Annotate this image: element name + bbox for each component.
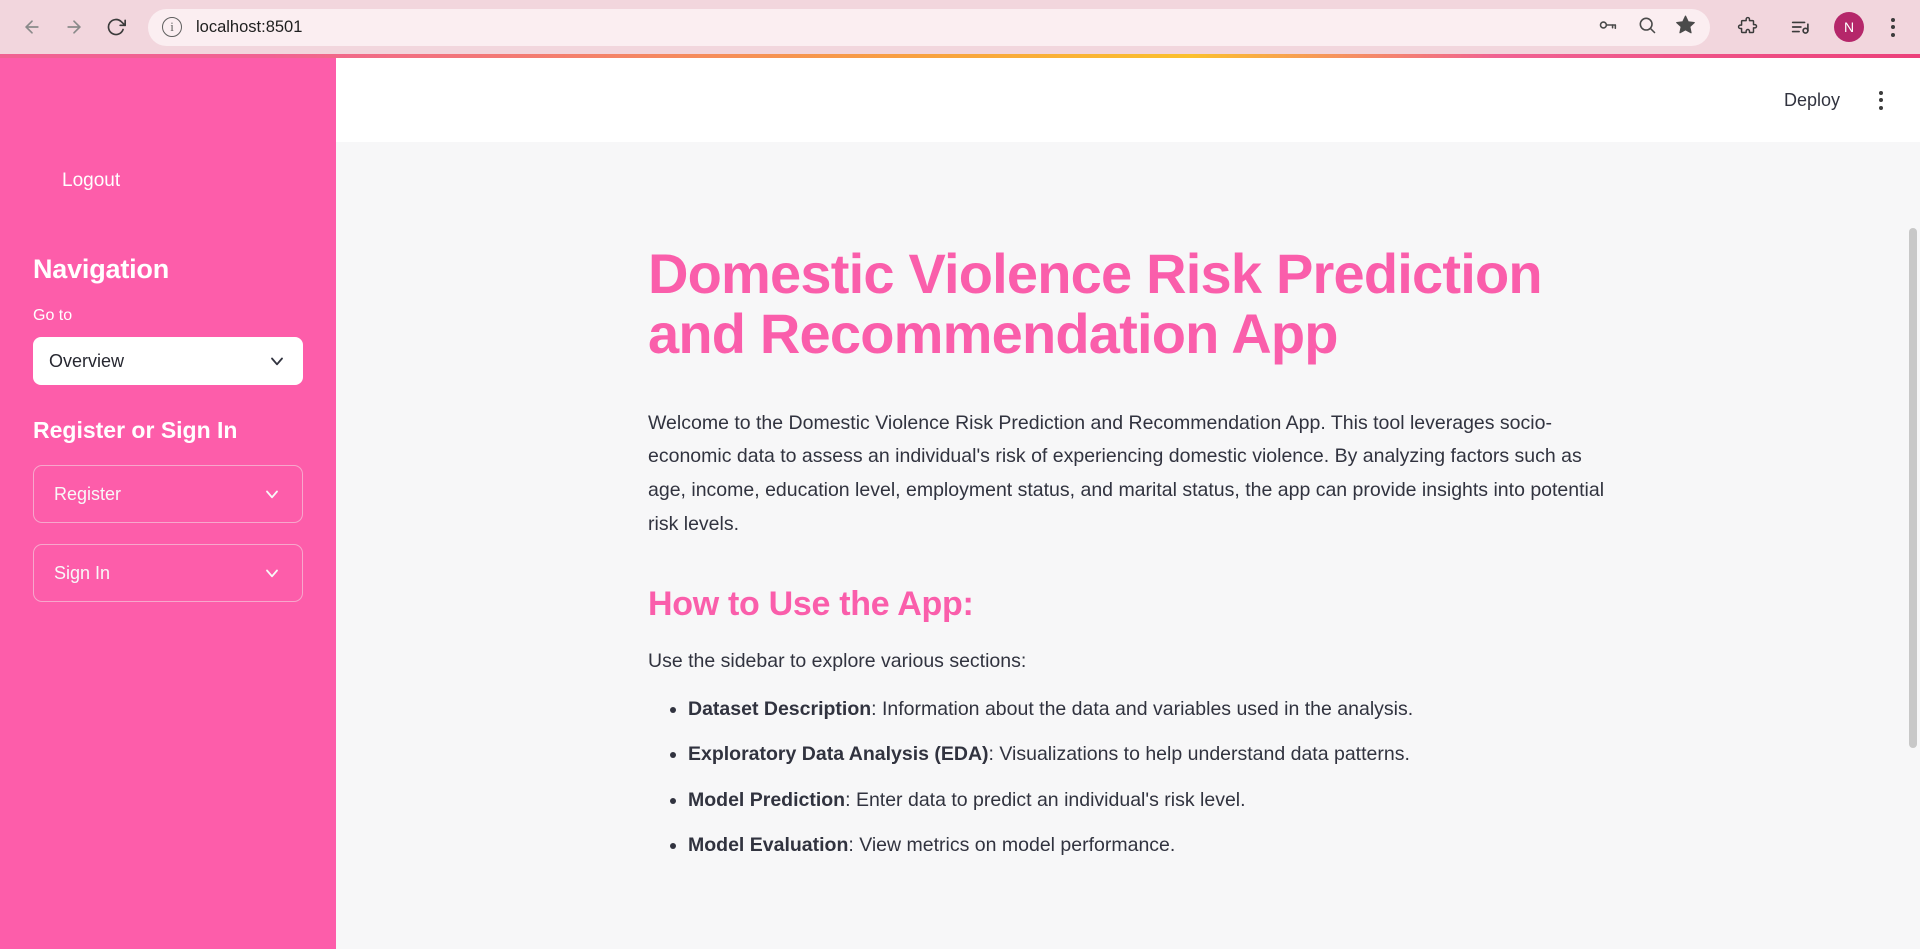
profile-avatar[interactable]: N (1834, 12, 1864, 42)
feature-desc: : Information about the data and variables used in the analysis. (871, 698, 1414, 721)
zoom-magnifier-icon[interactable] (1637, 15, 1657, 40)
intro-paragraph: Welcome to the Domestic Violence Risk Prediction and Recommendation App. This tool leverages socio-economic data to assess an individual's risk of experiencing domestic violence. By analyzing factors such as age, income, education level, employment status, and marital status, the app can provide insights into potential risk levels. (648, 411, 1605, 535)
feature-name: Exploratory Data Analysis (EDA) (688, 743, 989, 766)
vertical-scrollbar[interactable] (1909, 228, 1917, 748)
browser-actions (1726, 9, 1906, 45)
goto-label: Go to (33, 307, 73, 324)
expander-register-label: Register (54, 483, 122, 504)
expander-signin[interactable] (33, 544, 303, 602)
three-dot-menu-icon (1891, 18, 1895, 22)
browser-menu-button[interactable] (1880, 12, 1906, 42)
list-item (688, 786, 1608, 815)
main-content (336, 58, 1920, 949)
expander-signin-label: Sign In (54, 562, 111, 583)
list-item (688, 831, 1608, 860)
how-to-use-heading: How to Use the App: (648, 585, 974, 624)
feature-name: Model Prediction (688, 788, 846, 811)
star-bookmark-icon[interactable] (1675, 14, 1696, 40)
address-bar-url: localhost:8501 (196, 17, 303, 36)
reload-button[interactable] (98, 9, 134, 45)
navigation-select-value: Overview (49, 350, 125, 371)
forward-button[interactable] (56, 9, 92, 45)
list-item (688, 740, 1608, 769)
browser-toolbar (0, 0, 1920, 54)
address-bar[interactable] (148, 9, 1710, 46)
chevron-down-icon (262, 563, 282, 583)
feature-name: Dataset Description (688, 698, 872, 721)
media-control-icon[interactable] (1782, 9, 1818, 45)
three-dot-menu-icon (1879, 91, 1883, 95)
feature-desc: : Enter data to predict an individual's risk level. (845, 788, 1246, 811)
list-item (688, 695, 1608, 724)
reload-icon (106, 17, 126, 37)
app-menu-button[interactable] (1868, 85, 1894, 115)
feature-desc: : View metrics on model performance. (848, 833, 1176, 856)
sidebar-auth-heading: Register or Sign In (33, 417, 238, 443)
how-to-use-lead: Use the sidebar to explore various sections: (648, 650, 1027, 673)
content-scroll-area (336, 142, 1920, 949)
logout-button[interactable]: Logout (62, 170, 121, 191)
extensions-puzzle-icon[interactable] (1730, 9, 1766, 45)
app-root (0, 58, 1920, 949)
chevron-down-icon (267, 351, 287, 371)
page-title: Domestic Violence Risk Prediction and Recommendation App (648, 242, 1542, 366)
page-content (638, 142, 1618, 860)
app-topbar (336, 58, 1920, 142)
info-circle-icon[interactable]: i (162, 17, 182, 37)
omnibox-actions (1585, 14, 1696, 41)
feature-desc: : Visualizations to help understand data patterns. (988, 743, 1410, 766)
forward-arrow-icon (64, 17, 84, 37)
sidebar (0, 58, 336, 949)
feature-name: Model Evaluation (688, 833, 849, 856)
back-arrow-icon (22, 17, 42, 37)
chevron-down-icon (262, 484, 282, 504)
password-key-icon[interactable] (1597, 14, 1619, 41)
expander-register[interactable] (33, 465, 303, 523)
deploy-button[interactable]: Deploy (1783, 89, 1840, 110)
back-button[interactable] (14, 9, 50, 45)
feature-list (648, 695, 1608, 860)
sidebar-nav-heading: Navigation (33, 254, 170, 284)
navigation-select[interactable] (33, 337, 303, 385)
